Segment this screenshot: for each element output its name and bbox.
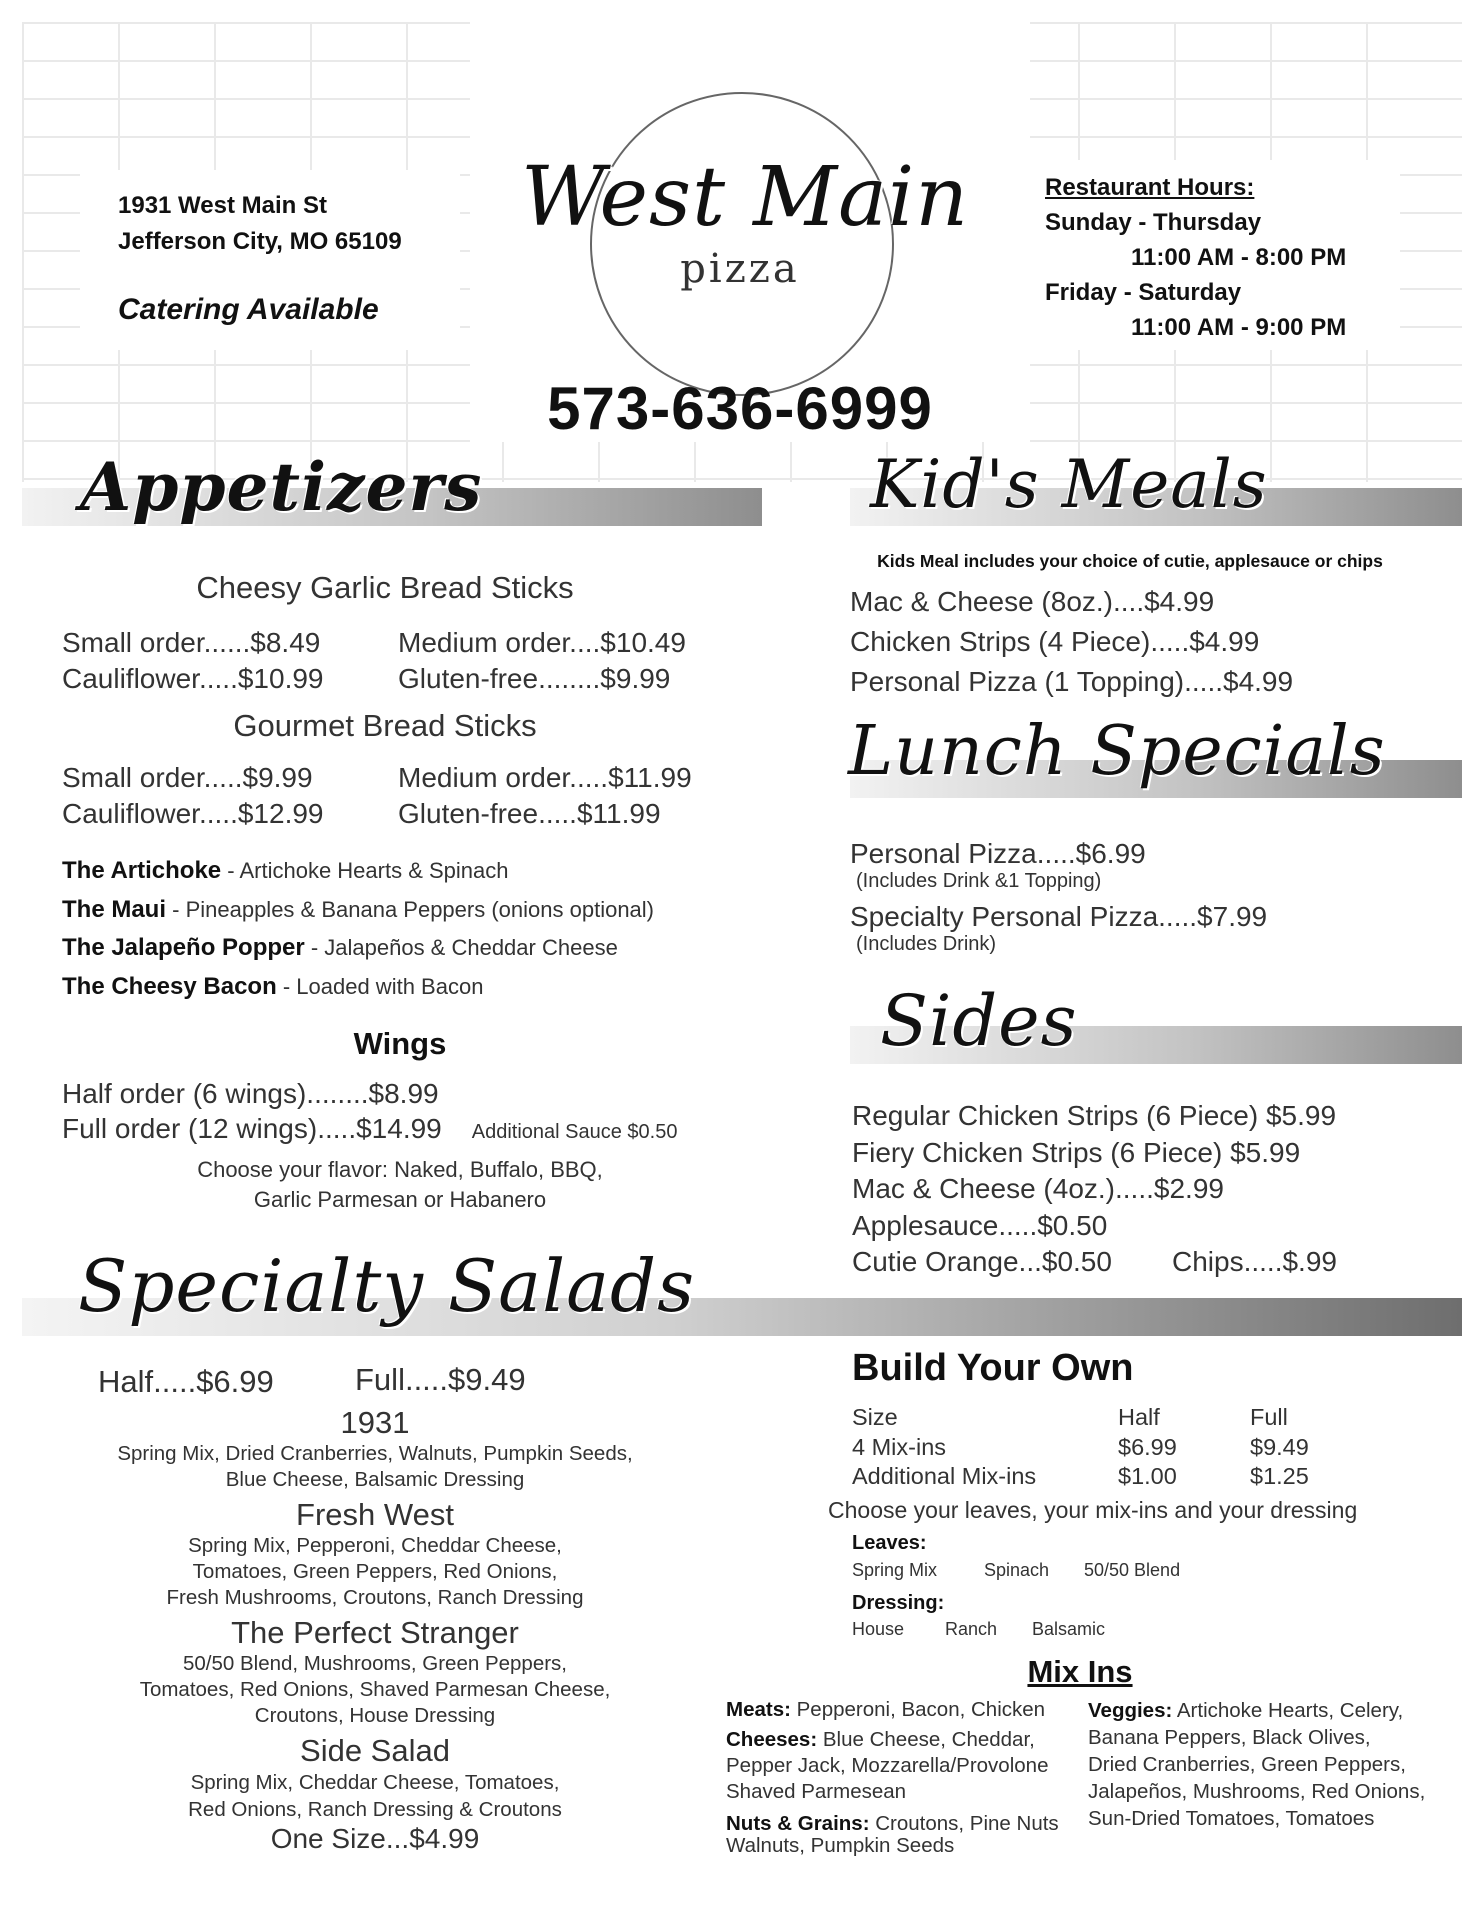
mixin-veggies-line: Dried Cranberries, Green Peppers,	[1088, 1753, 1406, 1776]
salad-desc: Red Onions, Ranch Dressing & Croutons	[188, 1798, 562, 1821]
address-city: Jefferson City, MO 65109	[118, 228, 402, 255]
build-cell: $6.99	[1118, 1433, 1177, 1460]
flavor-line: Choose your flavor: Naked, Buffalo, BBQ,	[197, 1157, 603, 1182]
side-item: Mac & Cheese (4oz.).....$2.99	[852, 1173, 1224, 1204]
logo-script-text: West Main	[520, 150, 970, 245]
price-item: Medium order.....$11.99	[398, 762, 692, 793]
mixin-meats: Meats: Pepperoni, Bacon, Chicken	[726, 1698, 1046, 1721]
mixin-veggies-line: Jalapeños, Mushrooms, Red Onions,	[1088, 1780, 1426, 1803]
build-title: Build Your Own	[852, 1347, 1134, 1389]
price-row	[62, 625, 686, 661]
lunch-title: Lunch Specials	[848, 712, 1386, 791]
salad-desc: Croutons, House Dressing	[254, 1704, 496, 1727]
mixin-nuts: Nuts & Grains: Croutons, Pine Nuts	[726, 1812, 1059, 1835]
build-size-table	[852, 1403, 1309, 1492]
sides-items	[852, 1098, 1337, 1281]
price-item: Cauliflower.....$10.99	[62, 663, 324, 694]
wings-full-row	[62, 1111, 677, 1150]
kids-items	[850, 582, 1293, 702]
catering-note: Catering Available	[118, 293, 379, 326]
variety-item: The Artichoke - Artichoke Hearts & Spinach	[62, 857, 509, 884]
salad-list	[50, 1405, 700, 1855]
side-item: Chips.....$.99	[1172, 1246, 1337, 1277]
hours-days-1: Sunday - Thursday	[1045, 209, 1262, 236]
price-row	[62, 796, 692, 832]
side-item: Cutie Orange...$0.50	[852, 1246, 1112, 1277]
salad-desc: Tomatoes, Red Onions, Shaved Parmesan Cheese,	[139, 1678, 611, 1701]
hours-time-1: 11:00 AM - 8:00 PM	[1131, 244, 1347, 271]
mixins-right-column	[1088, 1697, 1448, 1832]
side-item: Applesauce.....$0.50	[852, 1209, 1108, 1241]
salad-desc: Spring Mix, Pepperoni, Cheddar Cheese,	[188, 1534, 562, 1557]
salad-name: Fresh West	[296, 1497, 454, 1532]
build-choose-note: Choose your leaves, your mix-ins and your dressing	[828, 1497, 1358, 1523]
salad-full-price: Full.....$9.49	[355, 1362, 526, 1397]
dressing-option: Ranch	[945, 1619, 998, 1639]
mixins-title: Mix Ins	[1027, 1654, 1133, 1689]
variety-item: The Maui - Pineapples & Banana Peppers (onions optional)	[62, 895, 655, 923]
mixin-nuts-line: Walnuts, Pumpkin Seeds	[726, 1834, 955, 1857]
leaf-option: Spring Mix	[852, 1560, 938, 1580]
salad-desc: 50/50 Blend, Mushrooms, Green Peppers,	[182, 1652, 567, 1675]
address-street: 1931 West Main St	[118, 192, 327, 219]
dressing-option: Balsamic	[1032, 1619, 1106, 1639]
gourmet-prices	[62, 760, 692, 832]
mixin-cheeses: Cheeses: Blue Cheese, Cheddar,	[726, 1728, 1035, 1751]
salad-desc: Fresh Mushrooms, Croutons, Ranch Dressing	[166, 1586, 584, 1609]
dressing-label: Dressing:	[852, 1592, 945, 1614]
flavor-line: Garlic Parmesan or Habanero	[253, 1187, 547, 1212]
phone-number: 573-636-6999	[547, 375, 933, 442]
logo-pizza-text: pizza	[680, 246, 800, 292]
price-item: Gluten-free.....$11.99	[398, 798, 661, 829]
wings-prices	[62, 1076, 677, 1150]
build-header: Size	[852, 1404, 898, 1430]
side-item: Regular Chicken Strips (6 Piece) $5.99	[852, 1100, 1337, 1131]
build-cell: 4 Mix-ins	[852, 1433, 947, 1460]
side-salad-price: One Size...$4.99	[270, 1823, 480, 1854]
salad-name: The Perfect Stranger	[231, 1615, 519, 1650]
mixin-cheeses-line: Shaved Parmesean	[726, 1780, 907, 1803]
cheesy-garlic-title: Cheesy Garlic Bread Sticks	[196, 570, 574, 605]
lunch-item: Personal Pizza.....$6.99	[850, 838, 1146, 869]
build-cell: Additional Mix-ins	[852, 1463, 1037, 1489]
build-header-row	[852, 1403, 1309, 1433]
build-row	[852, 1433, 1309, 1463]
dressing-options	[852, 1619, 1105, 1640]
lunch-item-note: (Includes Drink &1 Topping)	[856, 870, 1102, 892]
price-item: Gluten-free........$9.99	[398, 663, 671, 694]
build-cell: $1.25	[1250, 1463, 1309, 1489]
wings-half: Half order (6 wings)........$8.99	[62, 1078, 439, 1109]
leaf-option: 50/50 Blend	[1084, 1560, 1181, 1580]
build-header: Half	[1118, 1404, 1160, 1430]
bread-varieties	[62, 852, 654, 1006]
hours-title: Restaurant Hours:	[1045, 174, 1255, 201]
price-item: Small order.....$9.99	[62, 762, 313, 793]
salad-desc: Tomatoes, Green Peppers, Red Onions,	[192, 1560, 558, 1583]
variety-item: The Jalapeño Popper - Jalapeños & Cheddar Cheese	[62, 934, 618, 961]
price-row	[62, 661, 686, 697]
kids-item: Personal Pizza (1 Topping).....$4.99	[850, 666, 1294, 697]
side-item-row	[852, 1244, 1337, 1281]
leaves-label: Leaves:	[852, 1532, 927, 1554]
mixin-veggies-line: Sun-Dried Tomatoes, Tomatoes	[1088, 1807, 1375, 1830]
hours-block	[1045, 170, 1346, 345]
build-row	[852, 1462, 1309, 1492]
wings-extra-sauce: Additional Sauce $0.50	[471, 1121, 678, 1143]
salad-desc: Blue Cheese, Balsamic Dressing	[225, 1468, 525, 1491]
salad-name: Side Salad	[300, 1733, 450, 1768]
wings-title: Wings	[353, 1026, 447, 1061]
side-item: Fiery Chicken Strips (6 Piece) $5.99	[852, 1136, 1301, 1168]
price-item: Medium order....$10.49	[398, 627, 686, 658]
hours-days-2: Friday - Saturday	[1045, 279, 1242, 306]
wings-full: Full order (12 wings).....$14.99	[62, 1113, 442, 1144]
address-block	[118, 188, 402, 260]
lunch-items	[850, 838, 1267, 956]
mixin-veggies-line: Banana Peppers, Black Olives,	[1088, 1726, 1371, 1749]
mixin-veggies: Veggies: Artichoke Hearts, Celery,	[1088, 1699, 1404, 1722]
price-item: Cauliflower.....$12.99	[62, 798, 324, 829]
price-item: Small order......$8.49	[62, 627, 321, 658]
dressing-option: House	[852, 1619, 905, 1639]
lunch-item: Specialty Personal Pizza.....$7.99	[850, 901, 1268, 932]
lunch-item-note: (Includes Drink)	[856, 933, 997, 955]
build-header: Full	[1250, 1404, 1288, 1430]
salads-title: Specialty Salads	[78, 1244, 696, 1328]
variety-item: The Cheesy Bacon - Loaded with Bacon	[62, 972, 484, 1000]
salad-desc: Spring Mix, Dried Cranberries, Walnuts, Pumpkin Seeds,	[117, 1442, 633, 1465]
kids-item: Mac & Cheese (8oz.)....$4.99	[850, 586, 1215, 617]
leaf-option: Spinach	[984, 1560, 1050, 1580]
kids-note: Kids Meal includes your choice of cutie, applesauce or chips	[877, 551, 1383, 571]
salad-desc: Spring Mix, Cheddar Cheese, Tomatoes,	[190, 1771, 560, 1794]
salad-half-price: Half.....$6.99	[98, 1364, 274, 1399]
mixin-cheeses-line: Pepper Jack, Mozzarella/Provolone	[726, 1754, 1049, 1777]
appetizers-title: Appetizers	[80, 448, 483, 526]
cheesy-garlic-prices	[62, 625, 686, 697]
mixins-left-column	[726, 1697, 1066, 1859]
kids-title: Kid's Meals	[870, 446, 1268, 523]
leaves-options	[852, 1560, 1180, 1581]
salad-name: 1931	[340, 1405, 410, 1440]
sides-title: Sides	[880, 980, 1078, 1062]
gourmet-title: Gourmet Bread Sticks	[233, 708, 537, 743]
build-cell: $9.49	[1250, 1433, 1309, 1460]
price-row	[62, 760, 692, 796]
hours-time-2: 11:00 AM - 9:00 PM	[1131, 314, 1347, 341]
kids-item: Chicken Strips (4 Piece).....$4.99	[850, 626, 1260, 657]
wings-flavors	[80, 1155, 720, 1215]
build-cell: $1.00	[1118, 1463, 1177, 1489]
